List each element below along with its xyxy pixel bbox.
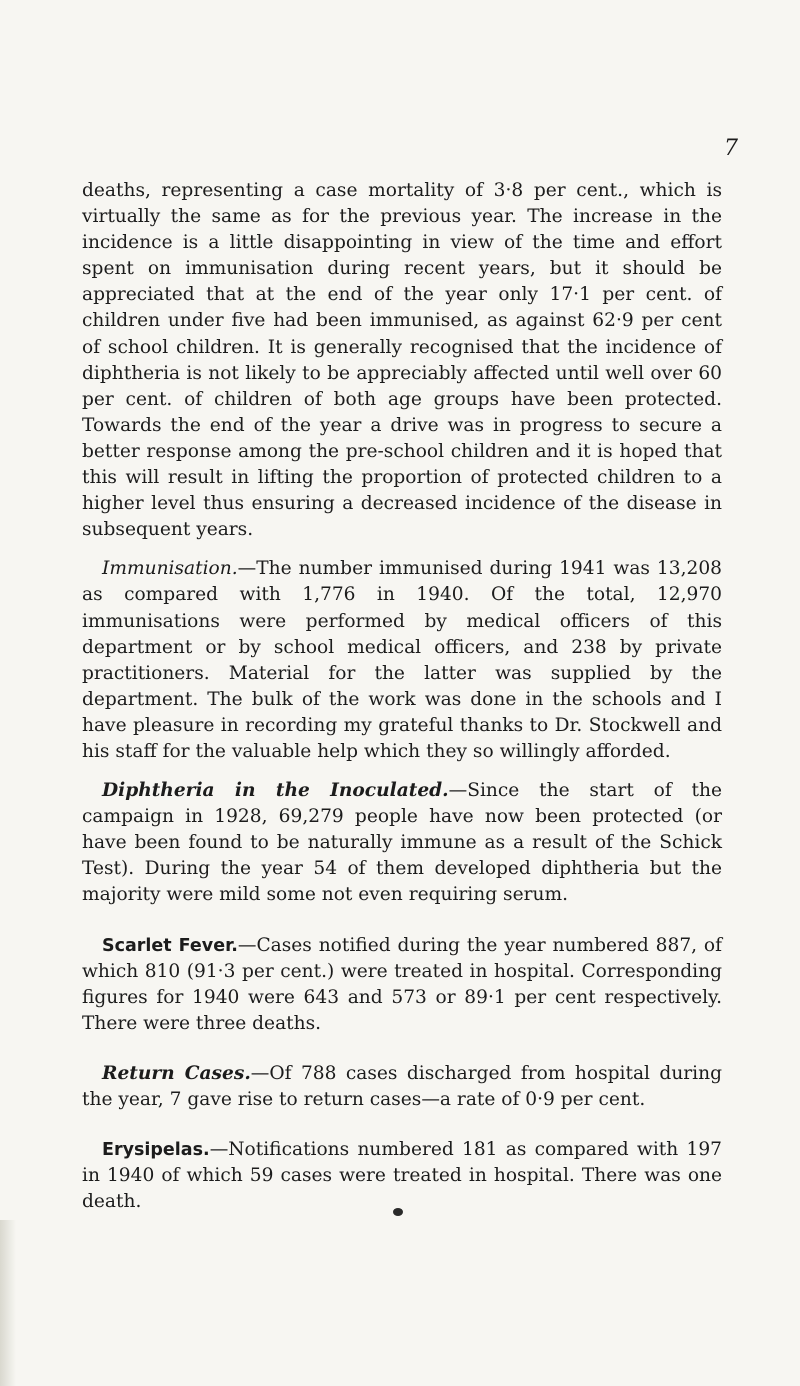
section-heading-immunisation: Immunisation. xyxy=(102,558,238,580)
paragraph-body: —Notifications numbered 181 as compared with 197 in 1940 of which 59 cases were treated in hospital. There was one death. xyxy=(82,1139,722,1213)
paragraph-body: —Cases notified during the year numbered 887, of which 810 (91·3 per cent.) were treated in hospital. Corresponding figures for 1940 were 643 and 573 or 89·1 per cent respectively. There were three deaths. xyxy=(82,934,722,1034)
paragraph-immunisation xyxy=(82,556,722,765)
paragraph-diphtheria-continued xyxy=(82,178,722,543)
paragraph-diphtheria-inoculated xyxy=(82,778,722,908)
section-heading-diphtheria-inoculated: Diphtheria in the Inoculated. xyxy=(102,780,449,802)
paragraph-body: —Of 788 cases discharged from hospital during the year, 7 gave rise to return cases—a rate of 0·9 per cent. xyxy=(82,1062,723,1110)
section-heading-return-cases: Return Cases. xyxy=(102,1062,251,1084)
paragraph-return-cases xyxy=(82,1061,722,1113)
paragraph-body: deaths, representing a case mortality of 3·8 per cent., which is virtually the same as for the previous year. The increase in the incidence is a little disappointing in view of the time and effort spent on immunisation during recent years, but it should be appreciated that at the end of the year only 17·1 per cent. of children under five had been immunised, as against 62·9 per cent of school children. It is generally recognised that the incidence of diphtheria is not likely to be appreciably affected until well over 60 per cent. of children of both age groups have been protected. Towards the end of the year a drive was in progress to secure a better response among the pre-school children and it is hoped that this will result in lifting the proportion of protected children to a higher level thus ensuring a decreased incidence of the disease in subsequent years. xyxy=(82,180,722,541)
scan-edge-shadow xyxy=(0,1220,16,1386)
page-number: 7 xyxy=(724,136,738,161)
ink-speck xyxy=(393,1208,403,1216)
section-heading-scarlet-fever: Scarlet Fever. xyxy=(102,935,238,956)
paragraph-body: —The number immunised during 1941 was 13,208 as compared with 1,776 in 1940. Of the total, 12,970 immunisations were performed by medical officers of this department or by school medical officers, and 238 by private practitioners. Material for the latter was supplied by the department. The bulk of the work was done in the schools and I have pleasure in recording my grateful thanks to Dr. Stockwell and his staff for the valuable help which they so willingly afforded. xyxy=(82,558,722,762)
section-heading-erysipelas: Erysipelas. xyxy=(102,1140,210,1161)
body-text xyxy=(82,178,722,1215)
paragraph-scarlet-fever xyxy=(82,933,722,1037)
paragraph-erysipelas xyxy=(82,1137,722,1215)
paragraph-body: —Since the start of the campaign in 1928, 69,279 people have now been protected (or have been found to be naturally immune as a result of the Schick Test). During the year 54 of them developed diphtheria but the majority were mild some not even requiring serum. xyxy=(82,780,722,906)
